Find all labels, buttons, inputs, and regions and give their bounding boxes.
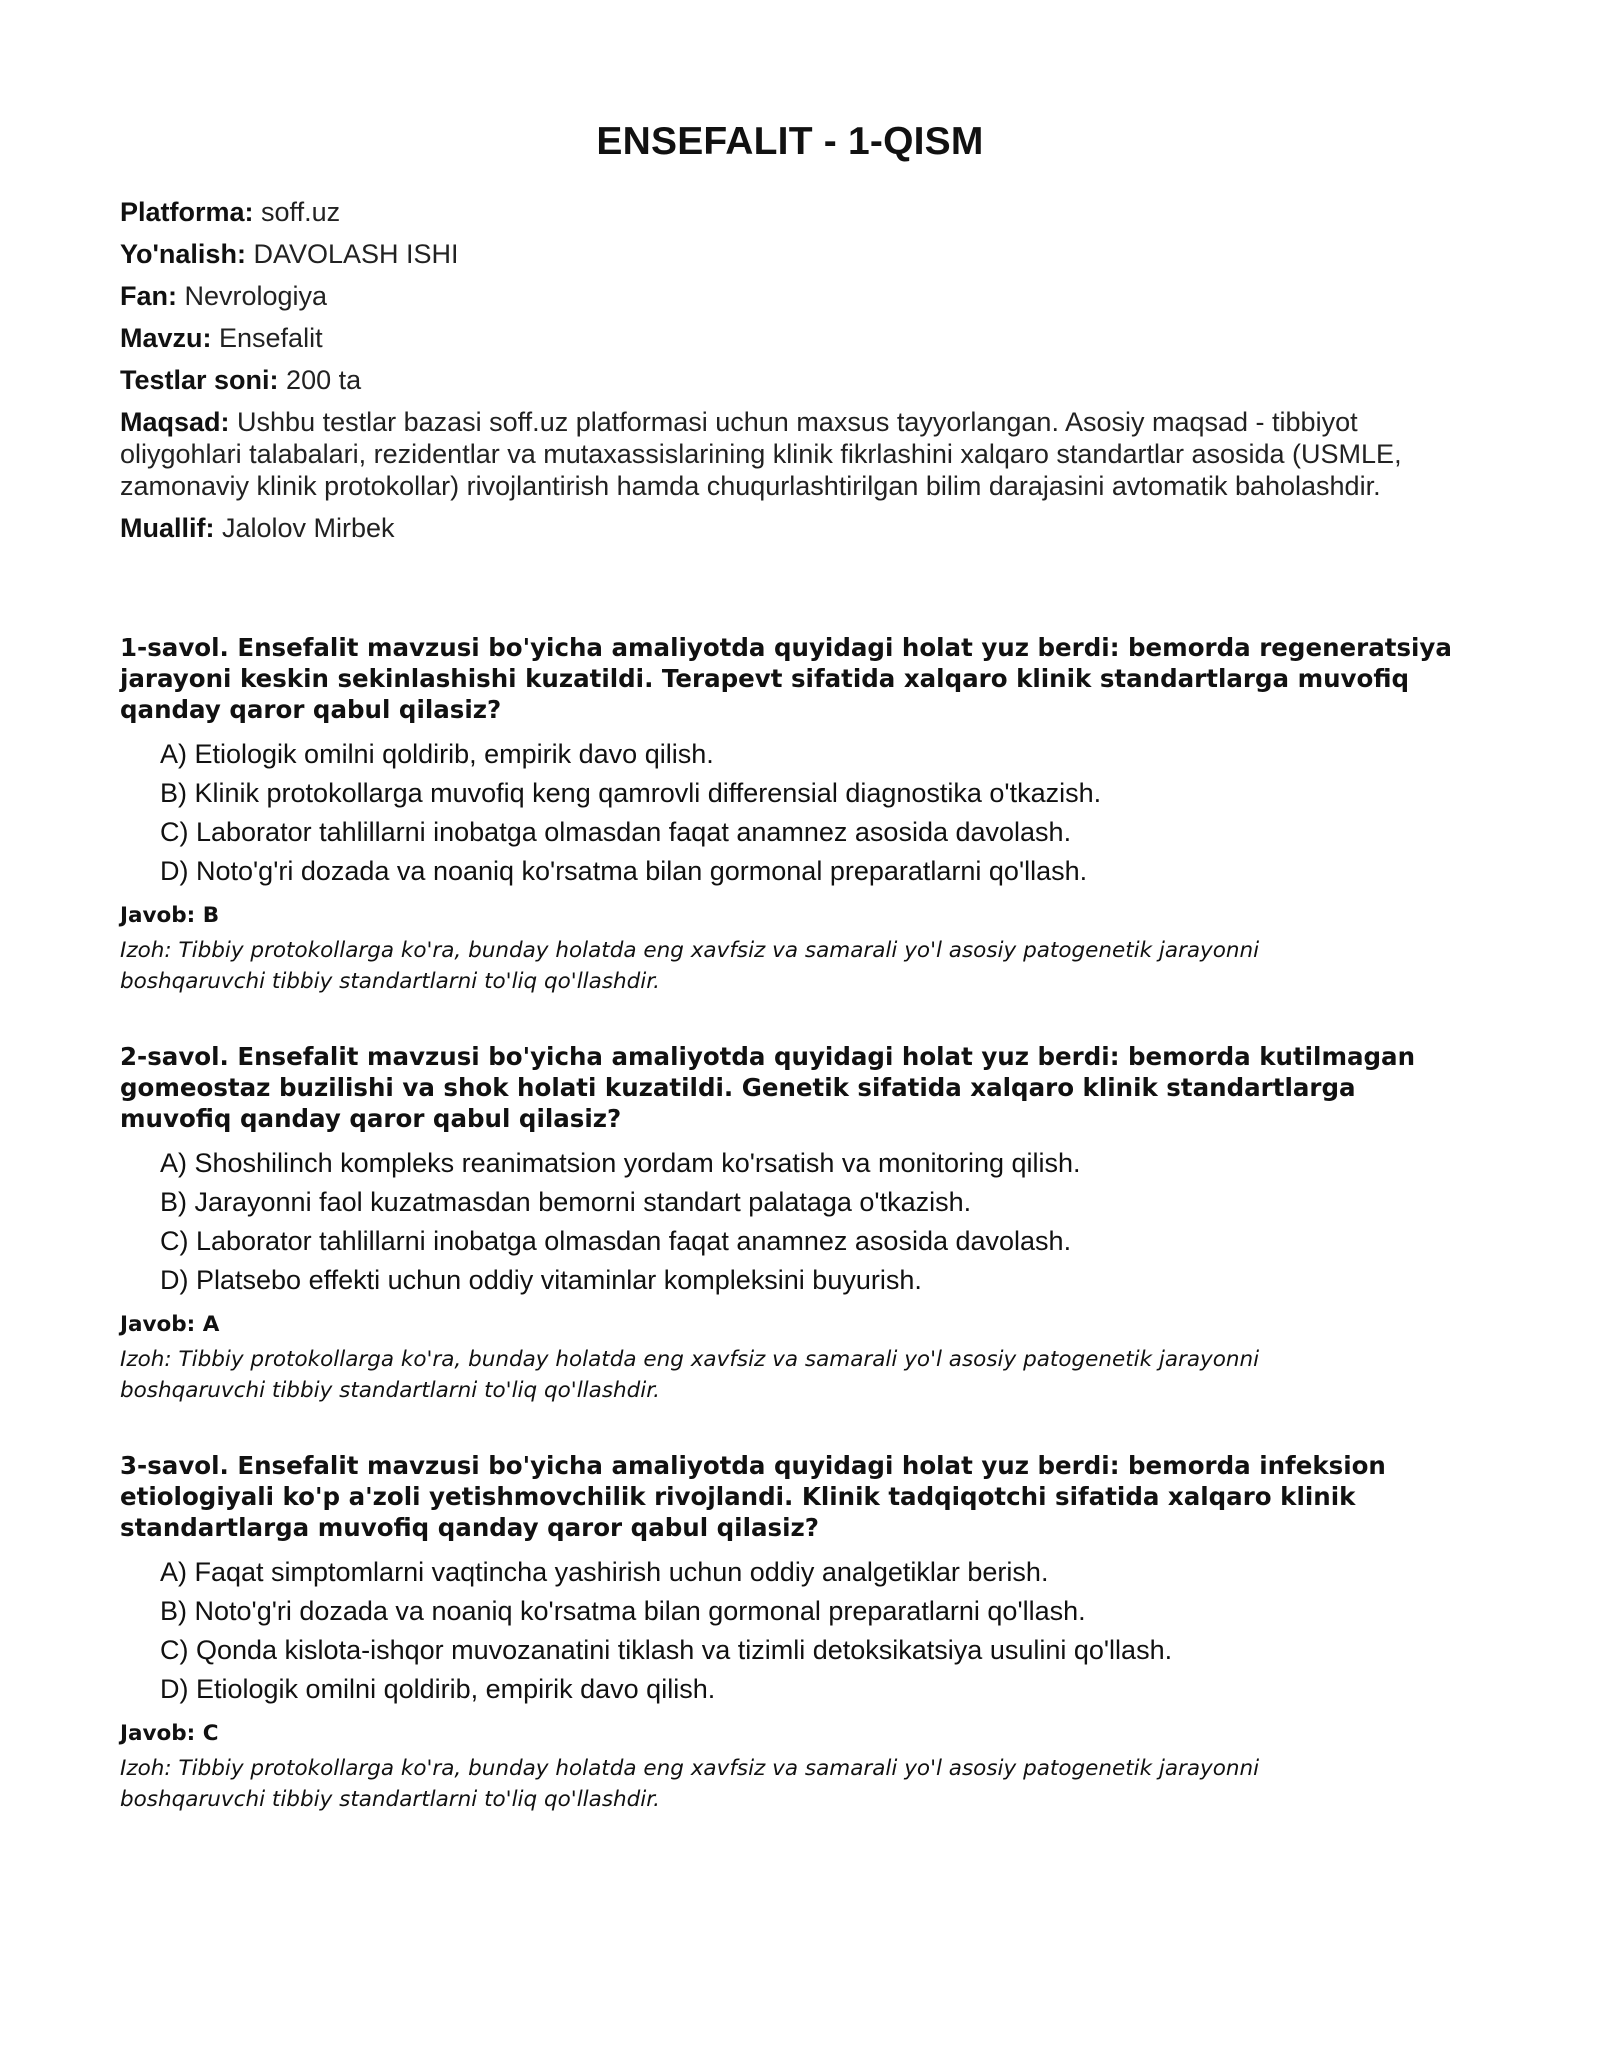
question-text: 2-savol. Ensefalit mavzusi bo'yicha amaliyotda quyidagi holat yuz berdi: bemorda kutilmagan gomeostaz buzilishi va shok holati kuzatildi. Genetik sifatida xalqaro klinik standartlarga muvofiq qanday qaror qabul qilasiz? (120, 1042, 1416, 1133)
meta-key: Muallif: (120, 513, 215, 543)
section-spacer (120, 554, 1460, 632)
question-2 (120, 1041, 1460, 1406)
option-c: C) Laborator tahlillarni inobatga olmasdan faqat anamnez asosida davolash. (160, 1226, 1072, 1256)
meta-value: soff.uz (253, 197, 341, 227)
meta-value: DAVOLASH ISHI (245, 239, 459, 269)
question-text: 3-savol. Ensefalit mavzusi bo'yicha amaliyotda quyidagi holat yuz berdi: bemorda infeksion etiologiyali ko'p a'zoli yetishmovchilik rivojlandi. Klinik tadqiqotchi sifatida xalqaro klinik standartlarga muvofiq qanday qaror qabul qilasiz? (120, 1451, 1386, 1542)
meta-value: Ensefalit (211, 323, 323, 353)
meta-platform (120, 196, 1460, 228)
correct-answer: Javob: A (120, 1312, 220, 1337)
meta-topic (120, 322, 1460, 354)
answer-explanation: Izoh: Tibbiy protokollarga ko'ra, bunday holatda eng xavfsiz va samarali yo'l asosiy patogenetik jarayonni boshqaruvchi tibbiy standartlarni to'liq qo'llashdir. (120, 1347, 1260, 1403)
meta-test-count (120, 364, 1460, 396)
option-a: A) Faqat simptomlarni vaqtincha yashirish uchun oddiy analgetiklar berish. (160, 1557, 1049, 1587)
meta-value: Ushbu testlar bazasi soff.uz platformasi uchun maxsus tayyorlangan. Asosiy maqsad - tibbiyot oliygohlari talabalari, rezidentlar va mutaxassislarining klinik fikrlashini xalqaro standartlar asosida (USMLE, zamonaviy klinik protokollar) rivojlantirish hamda chuqurlashtirilgan bilim darajasini avtomatik baholashdir. (120, 407, 1402, 501)
correct-answer: Javob: C (120, 1721, 219, 1746)
option-b: B) Jarayonni faol kuzatmasdan bemorni standart palataga o'tkazish. (160, 1187, 972, 1217)
option-c: C) Laborator tahlillarni inobatga olmasdan faqat anamnez asosida davolash. (160, 817, 1072, 847)
meta-author (120, 512, 1460, 544)
meta-value: Jalolov Mirbek (214, 513, 395, 543)
question-text: 1-savol. Ensefalit mavzusi bo'yicha amaliyotda quyidagi holat yuz berdi: bemorda regeneratsiya jarayoni keskin sekinlashishi kuzatildi. Terapevt sifatida xalqaro klinik standartlarga muvofiq qanday qaror qabul qilasiz? (120, 633, 1452, 724)
meta-key: Testlar soni: (120, 365, 279, 395)
meta-value: 200 ta (278, 365, 362, 395)
option-b: B) Klinik protokollarga muvofiq keng qamrovli differensial diagnostika o'tkazish. (160, 778, 1102, 808)
answer-explanation: Izoh: Tibbiy protokollarga ko'ra, bunday holatda eng xavfsiz va samarali yo'l asosiy patogenetik jarayonni boshqaruvchi tibbiy standartlarni to'liq qo'llashdir. (120, 1756, 1260, 1812)
option-b: B) Noto'g'ri dozada va noaniq ko'rsatma bilan gormonal preparatlarni qo'llash. (160, 1596, 1086, 1626)
option-d: D) Noto'g'ri dozada va noaniq ko'rsatma bilan gormonal preparatlarni qo'llash. (160, 856, 1088, 886)
meta-key: Yo'nalish: (120, 239, 246, 269)
meta-value: Nevrologiya (177, 281, 328, 311)
option-d: D) Etiologik omilni qoldirib, empirik davo qilish. (160, 1674, 716, 1704)
question-1 (120, 632, 1460, 997)
option-d: D) Platsebo effekti uchun oddiy vitaminlar kompleksini buyurish. (160, 1265, 922, 1295)
meta-section (120, 196, 1460, 544)
answer-options (160, 1553, 1460, 1709)
question-3 (120, 1450, 1460, 1815)
document-page (120, 120, 1460, 1859)
meta-direction (120, 238, 1460, 270)
meta-key: Maqsad: (120, 407, 230, 437)
meta-purpose (120, 406, 1460, 502)
meta-key: Mavzu: (120, 323, 212, 353)
option-a: A) Shoshilinch kompleks reanimatsion yordam ko'rsatish va monitoring qilish. (160, 1148, 1081, 1178)
answer-explanation: Izoh: Tibbiy protokollarga ko'ra, bunday holatda eng xavfsiz va samarali yo'l asosiy patogenetik jarayonni boshqaruvchi tibbiy standartlarni to'liq qo'llashdir. (120, 938, 1260, 994)
answer-options (160, 735, 1460, 891)
meta-subject (120, 280, 1460, 312)
meta-key: Platforma: (120, 197, 254, 227)
answer-options (160, 1144, 1460, 1300)
option-a: A) Etiologik omilni qoldirib, empirik davo qilish. (160, 739, 714, 769)
page-title: ENSEFALIT - 1-QISM (596, 120, 984, 163)
correct-answer: Javob: B (120, 903, 220, 928)
meta-key: Fan: (120, 281, 177, 311)
option-c: C) Qonda kislota-ishqor muvozanatini tiklash va tizimli detoksikatsiya usulini qo'llash. (160, 1635, 1173, 1665)
